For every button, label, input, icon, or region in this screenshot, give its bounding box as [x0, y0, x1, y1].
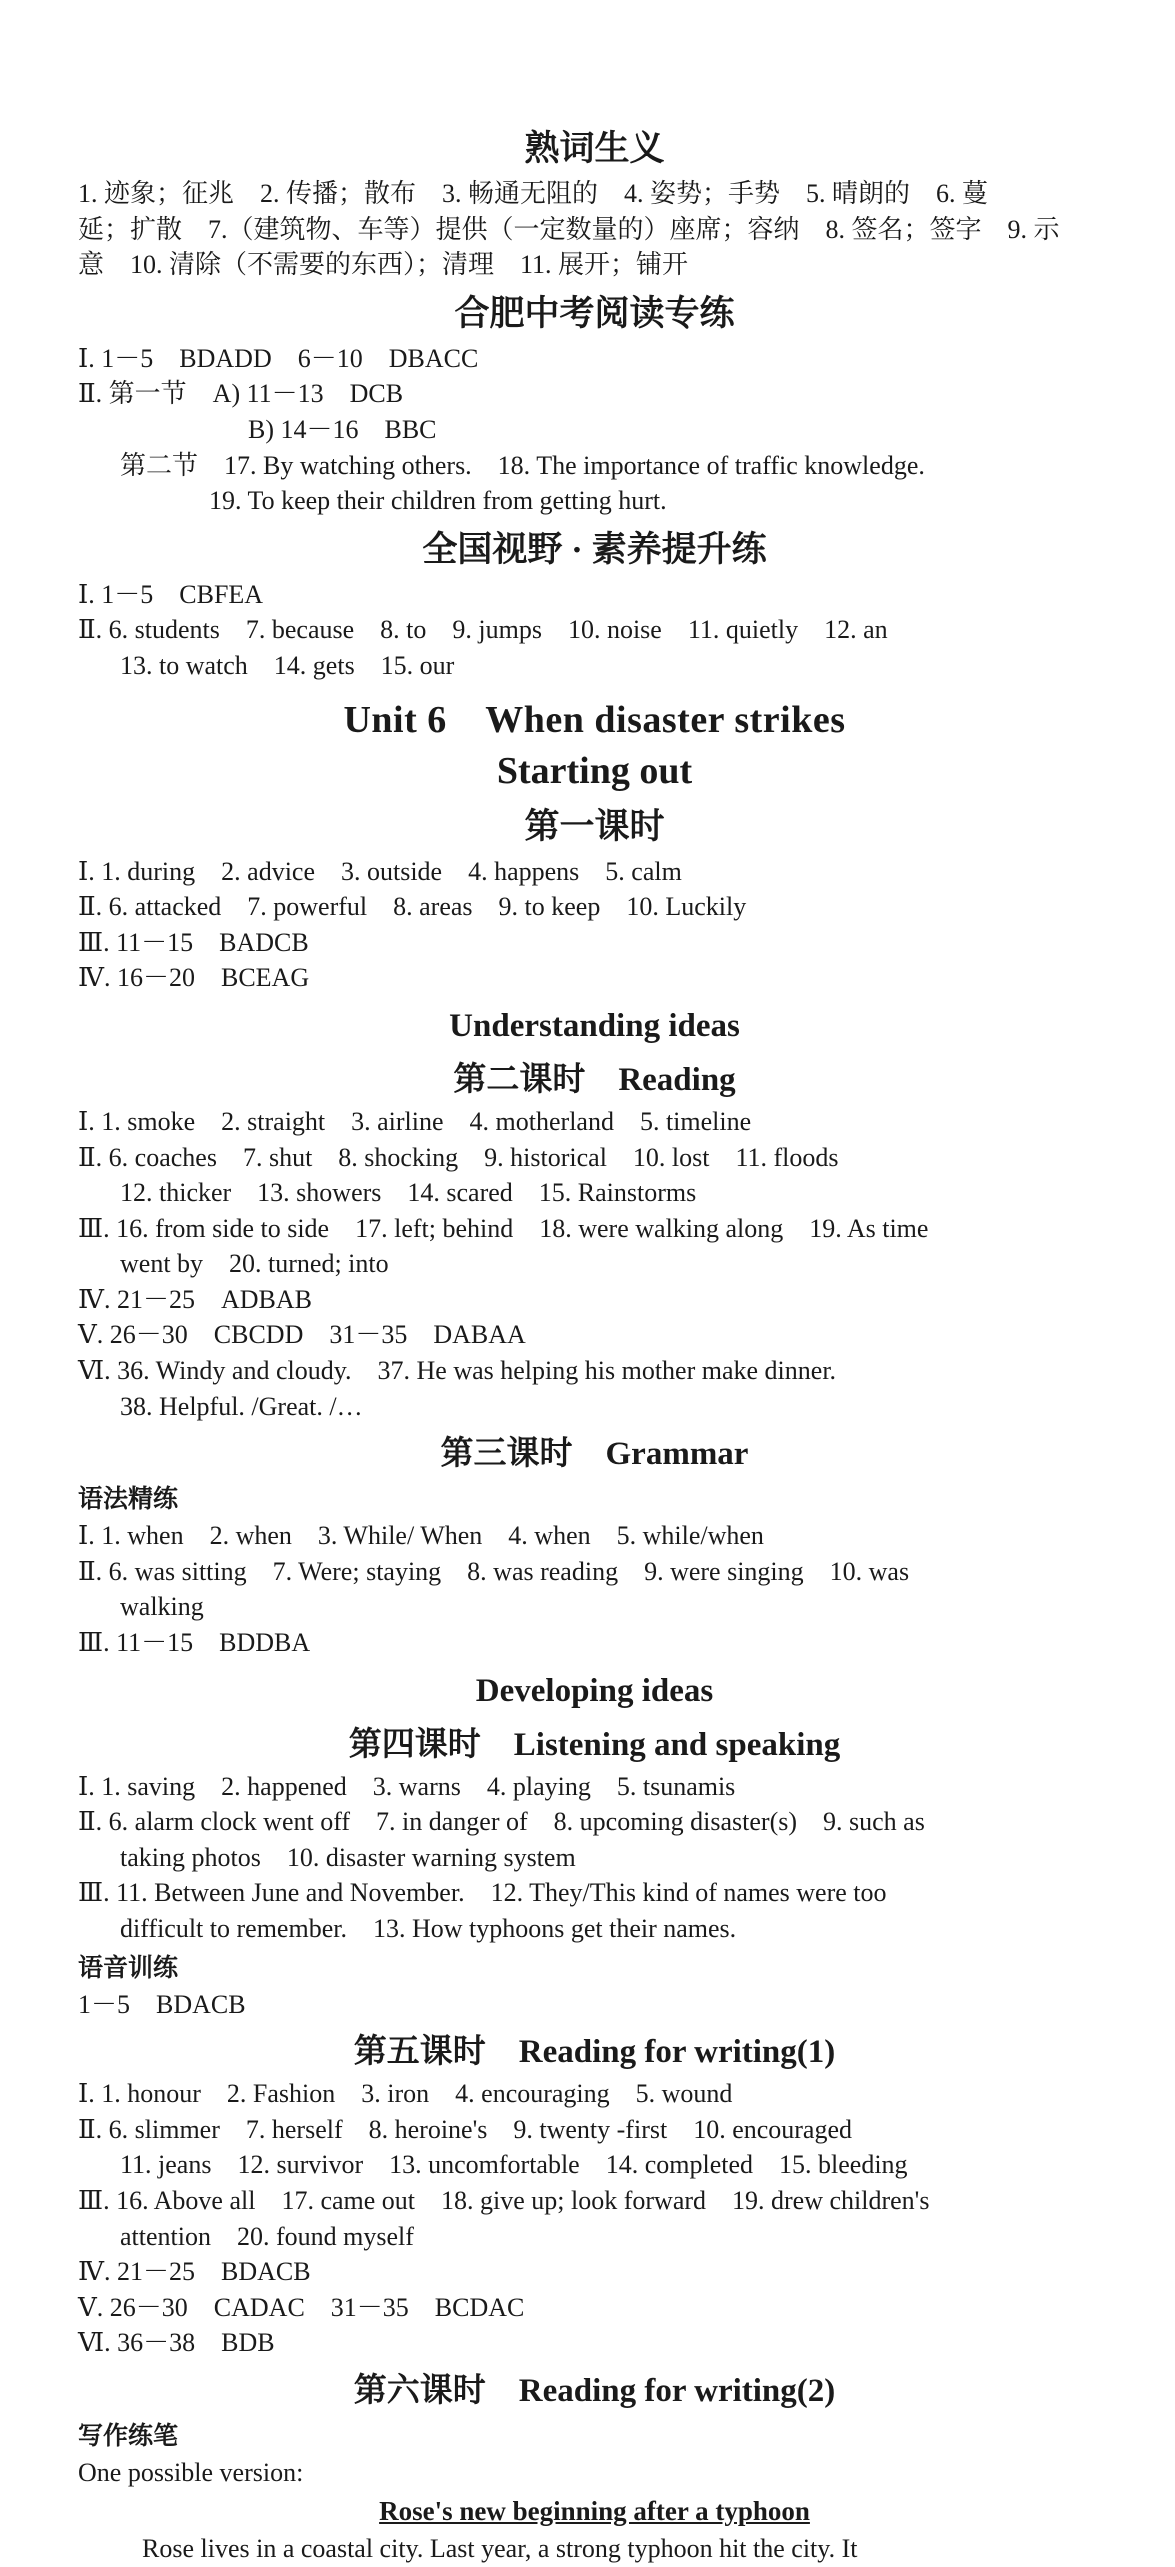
part-title: Understanding ideas	[449, 1007, 740, 1044]
section-title-national-view: 全国视野 · 素养提升练	[422, 529, 767, 569]
essay-title: Rose's new beginning after a typhoon	[379, 2495, 810, 2526]
answer-line: difficult to remember. 13. How typhoons get their names.	[120, 1914, 737, 1943]
answer-line: 意 10. 清除（不需要的东西）；清理 11. 展开；铺开	[78, 250, 689, 280]
subsection-label: 语法精练	[78, 1486, 179, 1514]
answer-line: walking	[120, 1592, 204, 1622]
answer-line: Ⅳ. 21－25 ADBAB	[78, 1284, 312, 1314]
answer-line: Ⅲ. 11－15 BDDBA	[78, 1628, 311, 1658]
answer-line: Ⅱ. 6. slimmer 7. herself 8. heroine's 9. twenty -first 10. encouraged	[78, 2114, 853, 2144]
section-title-hefei-reading: 合肥中考阅读专练	[454, 293, 735, 333]
answer-line: Ⅱ. 6. attacked 7. powerful 8. areas 9. to keep 10. Luckily	[78, 892, 747, 922]
answer-line: 13. to watch 14. gets 15. our	[120, 650, 455, 680]
lesson-title: 第二课时 Reading	[453, 1061, 736, 1098]
essay-intro: One possible version:	[78, 2457, 304, 2487]
answer-line: 第二节 17. By watching others. 18. The importance of traffic knowledge.	[120, 450, 925, 480]
answer-line: Ⅱ. 6. alarm clock went off 7. in danger of 8. upcoming disaster(s) 9. such as	[78, 1807, 925, 1837]
lesson-title: 第三课时 Grammar	[440, 1436, 749, 1473]
answer-line: 38. Helpful. /Great. /…	[120, 1391, 363, 1421]
answer-line: Ⅱ. 6. coaches 7. shut 8. shocking 9. historical 10. lost 11. floods	[78, 1142, 839, 1172]
answer-line: Ⅵ. 36－38 BDB	[78, 2328, 275, 2358]
answer-line: Ⅵ. 36. Windy and cloudy. 37. He was helping his mother make dinner.	[78, 1356, 837, 1386]
part-title: Starting out	[496, 749, 693, 792]
subsection-label: 写作练笔	[78, 2422, 179, 2450]
section-title-familiar-words: 熟词生义	[524, 129, 665, 168]
answer-line: Ⅳ. 21－25 BDACB	[78, 2257, 311, 2287]
answer-line: 12. thicker 13. showers 14. scared 15. Rainstorms	[120, 1178, 697, 1208]
answer-line: 19. To keep their children from getting hurt.	[209, 486, 667, 516]
answer-line: Ⅰ. 1. smoke 2. straight 3. airline 4. motherland 5. timeline	[78, 1106, 752, 1136]
answer-line: 1. 迹象；征兆 2. 传播；散布 3. 畅通无阻的 4. 姿势；手势 5. 晴朗的 6. 蔓	[78, 179, 989, 208]
lesson-title: 第五课时 Reading for writing(1)	[353, 2034, 836, 2071]
answer-line: Ⅱ. 第一节 A) 11－13 DCB	[78, 379, 404, 409]
answer-line: Ⅰ. 1－5 CBFEA	[78, 579, 264, 609]
answer-line: Ⅴ. 26－30 CADAC 31－35 BCDAC	[78, 2292, 525, 2322]
lesson-title: 第四课时 Listening and speaking	[348, 1726, 841, 1763]
answer-line: Ⅲ. 16. from side to side 17. left; behind 18. were walking along 19. As time	[78, 1213, 929, 1243]
answer-line: 11. jeans 12. survivor 13. uncomfortable 14. completed 15. bleeding	[120, 2150, 908, 2180]
answer-line: Ⅰ. 1. saving 2. happened 3. warns 4. playing 5. tsunamis	[78, 1771, 736, 1801]
answer-line: Ⅴ. 26－30 CBCDD 31－35 DABAA	[78, 1320, 526, 1350]
answer-line: attention 20. found myself	[120, 2221, 414, 2251]
unit-title: Unit 6 When disaster strikes	[343, 698, 846, 741]
answer-line: Ⅰ. 1. when 2. when 3. While/ When 4. when 5. while/when	[78, 1521, 764, 1551]
lesson-title: 第六课时 Reading for writing(2)	[353, 2372, 836, 2409]
essay-text: Rose lives in a coastal city. Last year, a strong typhoon hit the city. It	[142, 2533, 858, 2563]
answer-line: taking photos 10. disaster warning system	[120, 1842, 576, 1872]
answer-line: Ⅲ. 11－15 BADCB	[78, 927, 309, 957]
answer-line: Ⅱ. 6. was sitting 7. Were; staying 8. was reading 9. were singing 10. was	[78, 1556, 910, 1586]
answer-line: 延；扩散 7.（建筑物、车等）提供（一定数量的）座席；容纳 8. 签名；签字 9. 示	[78, 214, 1060, 244]
answer-line: Ⅰ. 1. honour 2. Fashion 3. iron 4. encouraging 5. wound	[78, 2079, 733, 2109]
answer-line: Ⅰ. 1－5 BDADD 6－10 DBACC	[78, 343, 479, 373]
lesson-title: 第一课时	[524, 806, 665, 846]
answer-line: Ⅰ. 1. during 2. advice 3. outside 4. happens 5. calm	[78, 856, 682, 886]
answer-line: went by 20. turned; into	[120, 1249, 389, 1279]
answer-line: Ⅲ. 11. Between June and November. 12. They/This kind of names were too	[78, 1878, 887, 1908]
answer-line: 1－5 BDACB	[78, 1989, 246, 2019]
answer-line: Ⅳ. 16－20 BCEAG	[78, 963, 310, 993]
answer-line: Ⅲ. 16. Above all 17. came out 18. give up; look forward 19. drew children's	[78, 2185, 930, 2215]
subsection-label: 语音训练	[78, 1954, 179, 1982]
answer-line: Ⅱ. 6. students 7. because 8. to 9. jumps 10. noise 11. quietly 12. an	[78, 615, 888, 645]
answer-line: B) 14－16 BBC	[248, 414, 437, 444]
part-title: Developing ideas	[475, 1672, 714, 1709]
